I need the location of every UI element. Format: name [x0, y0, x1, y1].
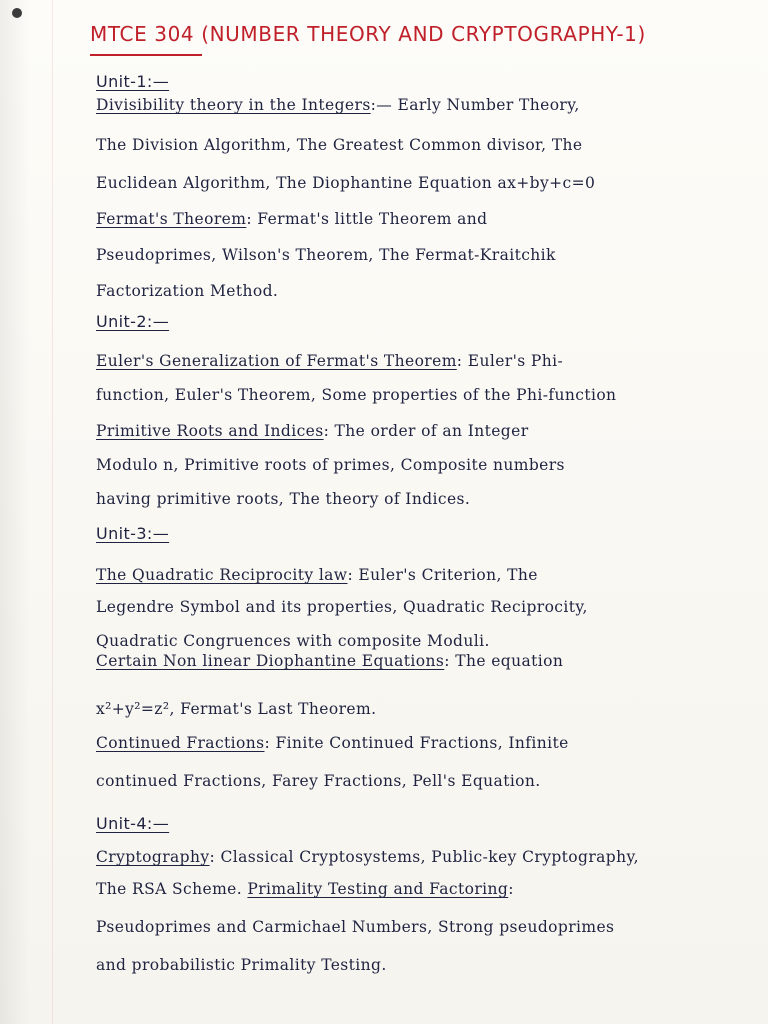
binder-hole: [12, 8, 22, 18]
topic-text: function, Euler's Theorem, Some properties of the Phi-function: [96, 386, 617, 404]
syllabus-line: [96, 136, 583, 154]
syllabus-line: [96, 282, 278, 300]
syllabus-line: [96, 352, 563, 370]
topic-text: :— Early Number Theory,: [370, 96, 580, 114]
syllabus-line: [96, 174, 595, 192]
topic-text: : Euler's Criterion, The: [347, 566, 538, 584]
syllabus-line: [96, 652, 563, 670]
topic-text: : The order of an Integer: [323, 422, 529, 440]
syllabus-line: [96, 880, 514, 898]
syllabus-line: [96, 956, 387, 974]
topic-heading: Divisibility theory in the Integers: [96, 96, 371, 114]
unit-heading: Unit-4:—: [96, 814, 170, 833]
topic-heading: Continued Fractions: [96, 734, 265, 752]
topic-text: : Finite Continued Fractions, Infinite: [264, 734, 569, 752]
topic-text: : Classical Cryptosystems, Public-key Cryptography,: [209, 848, 639, 866]
topic-text: Euclidean Algorithm, The Diophantine Equation ax+by+c=0: [96, 174, 596, 192]
unit-heading: Unit-3:—: [96, 524, 170, 543]
topic-text: x²+y²=z², Fermat's Last Theorem.: [96, 700, 377, 718]
unit-heading: Unit-1:—: [96, 72, 170, 91]
topic-heading: Primitive Roots and Indices: [96, 422, 324, 440]
title-underline: [90, 54, 202, 56]
topic-text: : Euler's Phi-: [456, 352, 564, 370]
syllabus-line: [96, 598, 588, 616]
syllabus-line: [96, 386, 616, 404]
syllabus-line: [96, 210, 487, 228]
syllabus-line: [96, 632, 490, 650]
topic-text: Pseudoprimes, Wilson's Theorem, The Fermat-Kraitchik: [96, 246, 556, 264]
topic-heading: Euler's Generalization of Fermat's Theorem: [96, 352, 457, 370]
syllabus-line: [96, 734, 569, 752]
topic-text: Quadratic Congruences with composite Moduli.: [96, 632, 490, 650]
syllabus-line: [96, 246, 556, 264]
syllabus-line: [96, 566, 538, 584]
topic-heading: Primality Testing and Factoring: [247, 880, 509, 898]
topic-heading: Fermat's Theorem: [96, 210, 247, 228]
page-title: MTCE 304 (NUMBER THEORY AND CRYPTOGRAPHY-1): [90, 22, 646, 46]
topic-text: continued Fractions, Farey Fractions, Pell's Equation.: [96, 772, 541, 790]
topic-text: Modulo n, Primitive roots of primes, Composite numbers: [96, 456, 565, 474]
syllabus-line: [96, 772, 541, 790]
topic-text: Factorization Method.: [96, 282, 279, 300]
syllabus-line: [96, 490, 470, 508]
topic-text: : Fermat's little Theorem and: [246, 210, 488, 228]
syllabus-line: [96, 700, 376, 718]
topic-heading: Cryptography: [96, 848, 210, 866]
line-prefix: The RSA Scheme.: [96, 880, 248, 898]
topic-heading: The Quadratic Reciprocity law: [96, 566, 348, 584]
unit-heading: Unit-2:—: [96, 312, 170, 331]
syllabus-line: [96, 422, 529, 440]
topic-heading: Certain Non linear Diophantine Equations: [96, 652, 445, 670]
topic-text: having primitive roots, The theory of Indices.: [96, 490, 471, 508]
topic-text: and probabilistic Primality Testing.: [96, 956, 387, 974]
topic-text: : The equation: [444, 652, 564, 670]
topic-text: Pseudoprimes and Carmichael Numbers, Strong pseudoprimes: [96, 918, 615, 936]
syllabus-line: [96, 848, 639, 866]
topic-text: Legendre Symbol and its properties, Quadratic Reciprocity,: [96, 598, 588, 616]
syllabus-line: [96, 456, 565, 474]
margin-line: [52, 0, 53, 1024]
syllabus-line: [96, 96, 580, 114]
topic-text: :: [508, 880, 514, 898]
syllabus-line: [96, 918, 614, 936]
topic-text: The Division Algorithm, The Greatest Common divisor, The: [96, 136, 583, 154]
